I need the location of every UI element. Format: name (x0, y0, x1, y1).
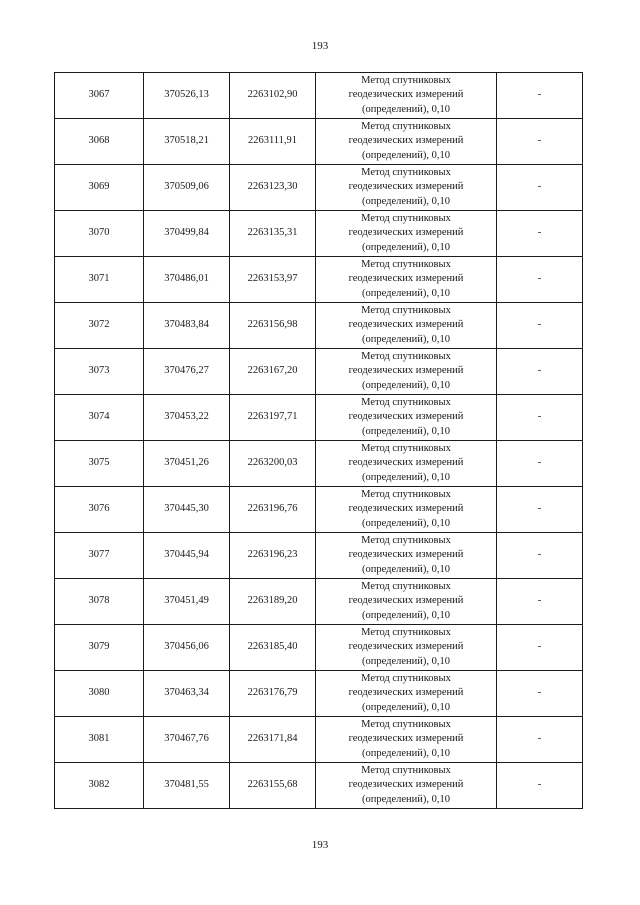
table-row (55, 579, 583, 625)
method-text-line: Метод спутниковых (361, 764, 451, 776)
y-coordinate-cell: 2263155,68 (230, 763, 316, 809)
x-coordinate-cell: 370518,21 (144, 119, 230, 165)
method-text-line: Метод спутниковых (361, 166, 451, 178)
method-cell (316, 671, 497, 717)
method-text-line: Метод спутниковых (361, 74, 451, 86)
y-coordinate-cell: 2263189,20 (230, 579, 316, 625)
table-row (55, 717, 583, 763)
x-coordinate-cell: 370456,06 (144, 625, 230, 671)
method-text-line: геодезических измерений (348, 687, 464, 699)
extra-cell: - (497, 119, 583, 165)
method-text-line: Метод спутниковых (361, 626, 451, 638)
method-cell (316, 211, 497, 257)
method-text-line: геодезических измерений (348, 779, 464, 791)
extra-cell: - (497, 257, 583, 303)
method-text-line: геодезических измерений (348, 595, 464, 607)
method-text-line: Метод спутниковых (361, 580, 451, 592)
extra-cell: - (497, 211, 583, 257)
table-row (55, 533, 583, 579)
method-text-line: Метод спутниковых (361, 718, 451, 730)
x-coordinate-cell: 370451,49 (144, 579, 230, 625)
table-row (55, 211, 583, 257)
method-text-line: геодезических измерений (348, 549, 464, 561)
extra-cell: - (497, 487, 583, 533)
method-text-line: геодезических измерений (348, 319, 464, 331)
extra-cell: - (497, 533, 583, 579)
point-number-cell: 3074 (55, 395, 144, 441)
y-coordinate-cell: 2263197,71 (230, 395, 316, 441)
method-text-line: (определений), 0,10 (361, 241, 451, 253)
y-coordinate-cell: 2263123,30 (230, 165, 316, 211)
extra-cell: - (497, 73, 583, 119)
y-coordinate-cell: 2263111,91 (230, 119, 316, 165)
table-row (55, 165, 583, 211)
method-text-line: Метод спутниковых (361, 212, 451, 224)
x-coordinate-cell: 370481,55 (144, 763, 230, 809)
method-text-line: геодезических измерений (348, 641, 464, 653)
method-text-line: геодезических измерений (348, 411, 464, 423)
x-coordinate-cell: 370445,30 (144, 487, 230, 533)
method-text-line: (определений), 0,10 (361, 287, 451, 299)
method-text-line: (определений), 0,10 (361, 609, 451, 621)
table-row (55, 441, 583, 487)
method-cell (316, 349, 497, 395)
method-text-line: (определений), 0,10 (361, 563, 451, 575)
point-number-cell: 3067 (55, 73, 144, 119)
extra-cell: - (497, 395, 583, 441)
method-text-line: (определений), 0,10 (361, 379, 451, 391)
point-number-cell: 3079 (55, 625, 144, 671)
method-text-line: (определений), 0,10 (361, 701, 451, 713)
method-text-line: (определений), 0,10 (361, 793, 451, 805)
page-number-bottom: 193 (311, 839, 329, 851)
method-text-line: геодезических измерений (348, 365, 464, 377)
method-text-line: Метод спутниковых (361, 488, 451, 500)
method-text-line: Метод спутниковых (361, 672, 451, 684)
x-coordinate-cell: 370526,13 (144, 73, 230, 119)
method-cell (316, 303, 497, 349)
method-cell (316, 579, 497, 625)
table-row (55, 625, 583, 671)
y-coordinate-cell: 2263196,76 (230, 487, 316, 533)
table-row (55, 257, 583, 303)
x-coordinate-cell: 370509,06 (144, 165, 230, 211)
method-text-line: (определений), 0,10 (361, 333, 451, 345)
point-number-cell: 3078 (55, 579, 144, 625)
method-text-line: (определений), 0,10 (361, 517, 451, 529)
x-coordinate-cell: 370476,27 (144, 349, 230, 395)
x-coordinate-cell: 370451,26 (144, 441, 230, 487)
table-row (55, 763, 583, 809)
method-cell (316, 625, 497, 671)
method-cell (316, 395, 497, 441)
y-coordinate-cell: 2263185,40 (230, 625, 316, 671)
extra-cell: - (497, 579, 583, 625)
extra-cell: - (497, 717, 583, 763)
table-row (55, 303, 583, 349)
method-text-line: геодезических измерений (348, 181, 464, 193)
extra-cell: - (497, 441, 583, 487)
table-row (55, 73, 583, 119)
method-text-line: геодезических измерений (348, 135, 464, 147)
method-text-line: Метод спутниковых (361, 350, 451, 362)
y-coordinate-cell: 2263135,31 (230, 211, 316, 257)
page-number-top: 193 (311, 40, 329, 52)
y-coordinate-cell: 2263102,90 (230, 73, 316, 119)
method-text-line: (определений), 0,10 (361, 149, 451, 161)
method-text-line: Метод спутниковых (361, 442, 451, 454)
method-cell (316, 717, 497, 763)
method-text-line: Метод спутниковых (361, 534, 451, 546)
method-text-line: Метод спутниковых (361, 304, 451, 316)
method-text-line: (определений), 0,10 (361, 471, 451, 483)
table-row (55, 671, 583, 717)
method-text-line: (определений), 0,10 (361, 103, 451, 115)
extra-cell: - (497, 763, 583, 809)
method-cell (316, 257, 497, 303)
y-coordinate-cell: 2263196,23 (230, 533, 316, 579)
method-text-line: геодезических измерений (348, 503, 464, 515)
method-text-line: геодезических измерений (348, 457, 464, 469)
table-row (55, 487, 583, 533)
extra-cell: - (497, 349, 583, 395)
point-number-cell: 3072 (55, 303, 144, 349)
point-number-cell: 3077 (55, 533, 144, 579)
coordinates-table (54, 72, 583, 809)
x-coordinate-cell: 370463,34 (144, 671, 230, 717)
method-text-line: геодезических измерений (348, 273, 464, 285)
method-text-line: Метод спутниковых (361, 120, 451, 132)
method-text-line: геодезических измерений (348, 227, 464, 239)
method-cell (316, 763, 497, 809)
point-number-cell: 3075 (55, 441, 144, 487)
y-coordinate-cell: 2263167,20 (230, 349, 316, 395)
method-cell (316, 533, 497, 579)
method-cell (316, 487, 497, 533)
point-number-cell: 3070 (55, 211, 144, 257)
point-number-cell: 3081 (55, 717, 144, 763)
point-number-cell: 3082 (55, 763, 144, 809)
method-text-line: геодезических измерений (348, 733, 464, 745)
method-text-line: (определений), 0,10 (361, 655, 451, 667)
x-coordinate-cell: 370499,84 (144, 211, 230, 257)
x-coordinate-cell: 370483,84 (144, 303, 230, 349)
method-text-line: (определений), 0,10 (361, 747, 451, 759)
point-number-cell: 3076 (55, 487, 144, 533)
x-coordinate-cell: 370453,22 (144, 395, 230, 441)
x-coordinate-cell: 370486,01 (144, 257, 230, 303)
y-coordinate-cell: 2263176,79 (230, 671, 316, 717)
point-number-cell: 3069 (55, 165, 144, 211)
method-cell (316, 165, 497, 211)
x-coordinate-cell: 370467,76 (144, 717, 230, 763)
point-number-cell: 3073 (55, 349, 144, 395)
extra-cell: - (497, 671, 583, 717)
coordinates-table-body (55, 73, 583, 809)
method-text-line: (определений), 0,10 (361, 425, 451, 437)
point-number-cell: 3068 (55, 119, 144, 165)
point-number-cell: 3071 (55, 257, 144, 303)
method-cell (316, 441, 497, 487)
method-text-line: Метод спутниковых (361, 258, 451, 270)
table-row (55, 119, 583, 165)
method-text-line: (определений), 0,10 (361, 195, 451, 207)
y-coordinate-cell: 2263200,03 (230, 441, 316, 487)
method-cell (316, 73, 497, 119)
x-coordinate-cell: 370445,94 (144, 533, 230, 579)
method-text-line: Метод спутниковых (361, 396, 451, 408)
y-coordinate-cell: 2263156,98 (230, 303, 316, 349)
extra-cell: - (497, 303, 583, 349)
y-coordinate-cell: 2263171,84 (230, 717, 316, 763)
method-cell (316, 119, 497, 165)
table-row (55, 349, 583, 395)
method-text-line: геодезических измерений (348, 89, 464, 101)
extra-cell: - (497, 165, 583, 211)
table-row (55, 395, 583, 441)
y-coordinate-cell: 2263153,97 (230, 257, 316, 303)
point-number-cell: 3080 (55, 671, 144, 717)
extra-cell: - (497, 625, 583, 671)
